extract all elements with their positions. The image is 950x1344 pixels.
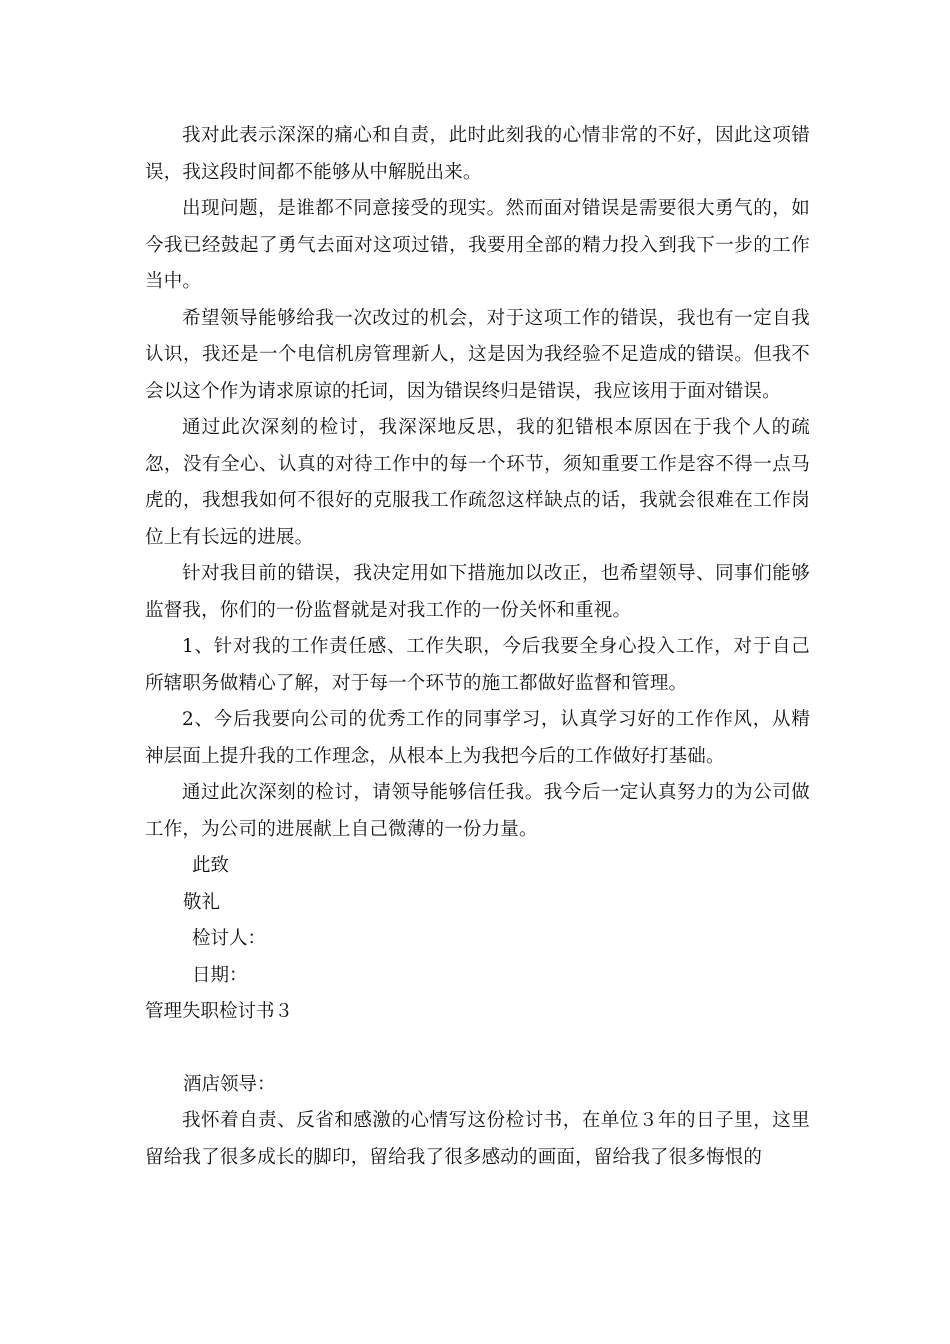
paragraph: 通过此次深刻的检讨，请领导能够信任我。我今后一定认真努力的为公司做工作，为公司的进展献上自己微薄的一份力量。 (145, 782, 810, 840)
paragraph: 针对我目前的错误，我决定用如下措施加以改正，也希望领导、同事们能够监督我，你们的一份监督就是对我工作的一份关怀和重视。 (145, 563, 810, 621)
paragraph: 1、针对我的工作责任感、工作失职，今后我要全身心投入工作，对于自己所辖职务做精心了解，对于每一个环节的施工都做好监督和管理。 (145, 636, 810, 694)
salutation: 酒店领导： (183, 1073, 276, 1095)
section-title: 管理失职检讨书３ (145, 1001, 294, 1022)
paragraph: 我怀着自责、反省和感激的心情写这份检讨书，在单位３年的日子里，这里留给我了很多成长的脚印，留给我了很多感动的画面，留给我了很多悔恨的 (145, 1110, 810, 1168)
paragraph: 希望领导能够给我一次改过的机会，对于这项工作的错误，我也有一定自我认识，我还是一个电信机房管理新人，这是因为我经验不足造成的错误。但我不会以这个作为请求原谅的托词，因为错误终归是错误，我应该用于面对错误。 (145, 307, 810, 402)
paragraph: 通过此次深刻的检讨，我深深地反思，我的犯错根本原因在于我个人的疏忽，没有全心、认真的对待工作中的每一个环节，须知重要工作是容不得一点马虎的，我想我如何不很好的克服我工作疏忽这样缺点的话，我就会很难在工作岗位上有长远的进展。 (145, 417, 810, 548)
signature-reviewer: 检讨人： (192, 928, 267, 949)
paragraph: 我对此表示深深的痛心和自责，此时此刻我的心情非常的不好，因此这项错误，我这段时间都不能够从中解脱出来。 (145, 125, 810, 183)
signature-date: 日期： (192, 964, 248, 986)
closing-jing-li: 敬礼 (183, 891, 221, 913)
closing-ci-zhi: 此致 (192, 855, 230, 876)
document-body (145, 118, 810, 1176)
paragraph: 2、今后我要向公司的优秀工作的同事学习，认真学习好的工作作风，从精神层面上提升我的工作理念，从根本上为我把今后的工作做好打基础。 (145, 709, 810, 767)
paragraph: 出现问题，是谁都不同意接受的现实。然而面对错误是需要很大勇气的，如今我已经鼓起了勇气去面对这项过错，我要用全部的精力投入到我下一步的工作当中。 (145, 198, 810, 292)
spacer (145, 1031, 810, 1067)
